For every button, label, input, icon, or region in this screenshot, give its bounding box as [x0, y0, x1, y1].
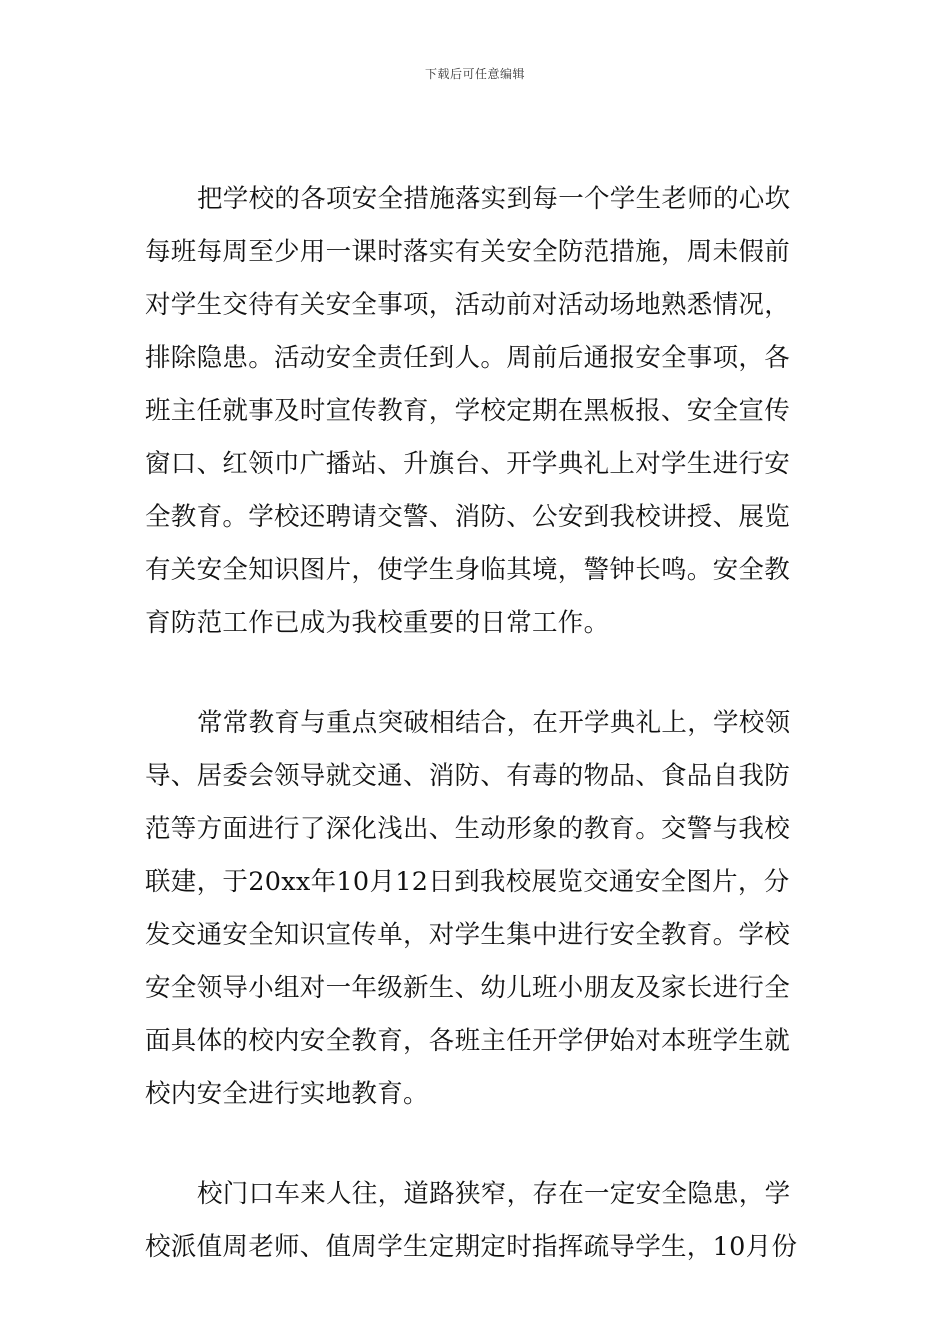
text-line: 范等方面进行了深化浅出、生动形象的教育。交警与我校 [145, 814, 791, 844]
text-line: 面具体的校内安全教育，各班主任开学伊始对本班学生就 [145, 1026, 791, 1056]
text-line: 发交通安全知识宣传单，对学生集中进行安全教育。学校 [145, 920, 791, 950]
text-line: 把学校的各项安全措施落实到每一个学生老师的心坎 [197, 184, 791, 214]
text-line: 有关安全知识图片，使学生身临其境，警钟长鸣。安全教 [145, 555, 791, 585]
text-line: 班主任就事及时宣传教育，学校定期在黑板报、安全宣传 [145, 396, 791, 426]
text-line: 校派值周老师、值周学生定期定时指挥疏导学生，10月份 [145, 1232, 798, 1262]
text-line: 全教育。学校还聘请交警、消防、公安到我校讲授、展览 [145, 502, 791, 532]
text-line: 导、居委会领导就交通、消防、有毒的物品、食品自我防 [145, 761, 791, 791]
text-line: 排除隐患。活动安全责任到人。周前后通报安全事项，各 [145, 343, 791, 373]
header-note: 下载后可任意编辑 [424, 67, 525, 81]
text-line: 对学生交待有关安全事项，活动前对活动场地熟悉情况， [145, 290, 791, 320]
text-line: 联建，于20xx年10月12日到我校展览交通安全图片，分 [145, 867, 790, 897]
text-line: 校内安全进行实地教育。 [145, 1079, 429, 1109]
text-line: 窗口、红领巾广播站、升旗台、开学典礼上对学生进行安 [145, 449, 791, 479]
text-line: 常常教育与重点突破相结合，在开学典礼上，学校领 [197, 708, 791, 738]
text-line: 校门口车来人往，道路狭窄，存在一定安全隐患，学 [197, 1179, 791, 1209]
text-line: 安全领导小组对一年级新生、幼儿班小朋友及家长进行全 [145, 973, 791, 1003]
text-line: 育防范工作已成为我校重要的日常工作。 [145, 608, 610, 638]
text-line: 每班每周至少用一课时落实有关安全防范措施，周未假前 [145, 237, 791, 267]
